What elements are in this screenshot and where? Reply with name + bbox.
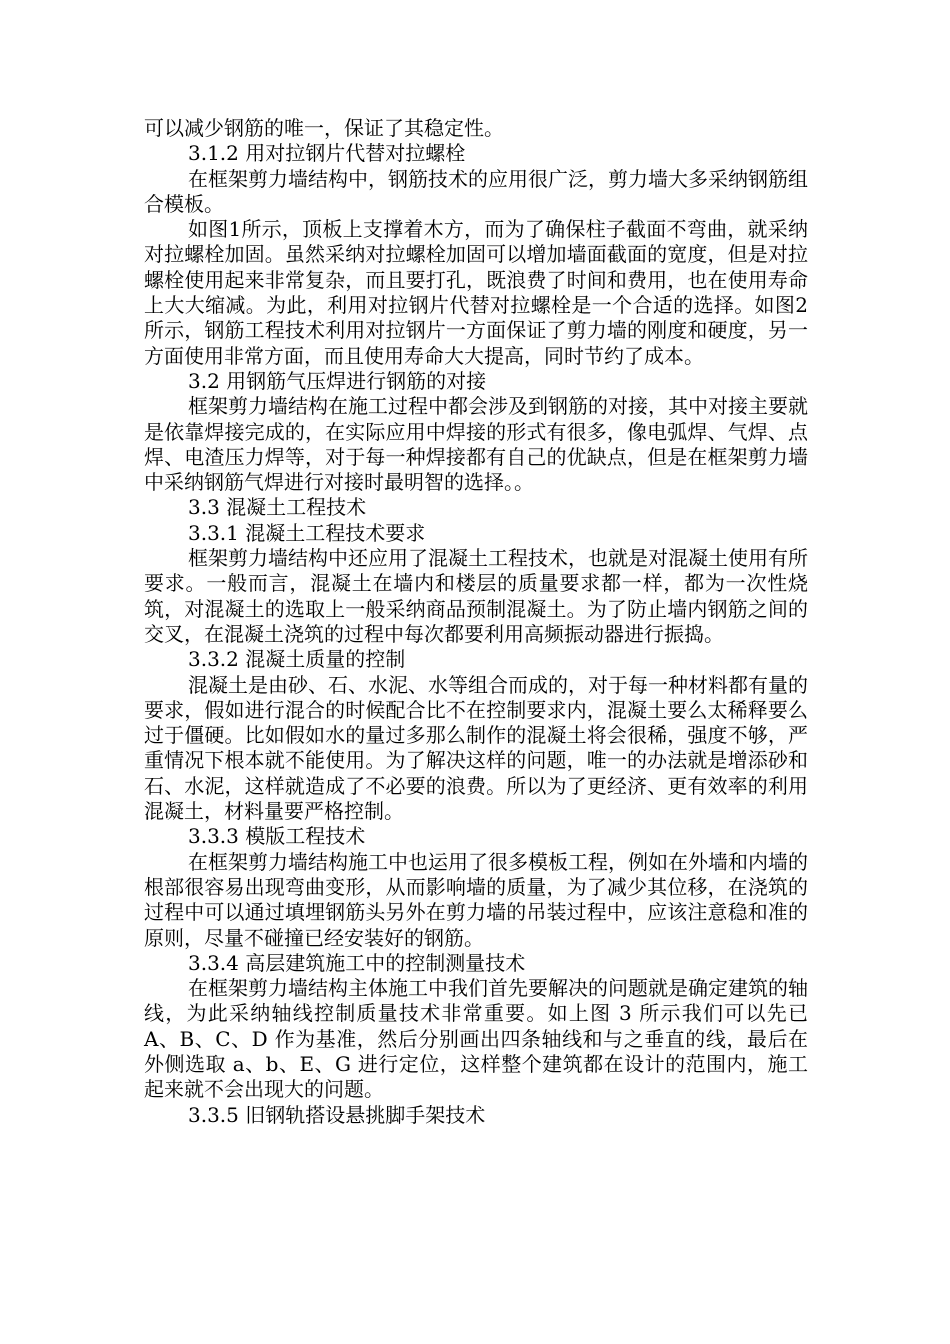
section-heading: 3.3.2 混凝土质量的控制 xyxy=(188,647,406,672)
paragraph: 框架剪力墙结构在施工过程中都会涉及到钢筋的对接，其中对接主要就是依靠焊接完成的，在实际应用中焊接的形式有很多，像电弧焊、气焊、点焊、电渣压力焊等，对于每一种焊接都有自己的优缺点，但是在框架剪力墙中采纳钢筋气焊进行对接时最明智的选择。。 xyxy=(144,394,808,495)
paragraph: 如图1所示，顶板上支撑着木方，而为了确保柱子截面不弯曲，就采纳对拉螺栓加固。虽然采纳对拉螺栓加固可以增加墙面截面的宽度，但是对拉螺栓使用起来非常复杂，而且要打孔，既浪费了时间和费用，也在使用寿命上大大缩减。为此，利用对拉钢片代替对拉螺栓是一个合适的选择。如图2 所示，钢筋工程技术利用对拉钢片一方面保证了剪力墙的刚度和硬度，另一方面使用非常方面，而且使用寿命大大提高，同时节约了成本。 xyxy=(144,217,808,368)
paragraph: 在框架剪力墙结构中，钢筋技术的应用很广泛，剪力墙大多采纳钢筋组合模板。 xyxy=(144,166,808,216)
paragraph: 可以减少钢筋的唯一，保证了其稳定性。 xyxy=(144,116,504,140)
section-heading: 3.2 用钢筋气压焊进行钢筋的对接 xyxy=(188,368,487,393)
paragraph: 混凝土是由砂、石、水泥、水等组合而成的，对于每一种材料都有量的要求，假如进行混合的时候配合比不在控制要求内，混凝土要么太稀释要么过于僵硬。比如假如水的量过多那么制作的混凝土将会很稀，强度不够，严重情况下根本就不能使用。为了解决这样的问题，唯一的办法就是增添砂和石、水泥，这样就造成了不必要的浪费。所以为了更经济、更有效率的利用混凝土，材料量要严格控制。 xyxy=(144,672,808,824)
section-heading: 3.3.1 混凝土工程技术要求 xyxy=(188,520,426,545)
section-heading: 3.3.3 模版工程技术 xyxy=(188,824,366,849)
section-heading: 3.3.5 旧钢轨搭设悬挑脚手架技术 xyxy=(188,1102,486,1127)
paragraph: 在框架剪力墙结构主体施工中我们首先要解决的问题就是确定建筑的轴线，为此采纳轴线控制质量技术非常重要。如上图 3 所示我们可以先已 A、B、C、D 作为基准，然后分别画出四条轴线和与之垂直的线，最后在外侧选取 a、b、E、G 进行定位，这样整个建筑都在设计的范围内，施工起来就不会出现大的问题。 xyxy=(144,976,808,1102)
section-heading: 3.1.2 用对拉钢片代替对拉螺栓 xyxy=(188,141,466,166)
paragraph: 在框架剪力墙结构施工中也运用了很多模板工程，例如在外墙和内墙的根部很容易出现弯曲变形，从而影响墙的质量，为了减少其位移，在浇筑的过程中可以通过填埋钢筋头另外在剪力墙的吊装过程中，应该注意稳和准的原则，尽量不碰撞已经安装好的钢筋。 xyxy=(144,849,808,950)
document-page xyxy=(144,116,808,1128)
paragraph: 框架剪力墙结构中还应用了混凝土工程技术，也就是对混凝土使用有所要求。一般而言，混凝土在墙内和楼层的质量要求都一样，都为一次性烧筑，对混凝土的选取上一般采纳商品预制混凝土。为了防止墙内钢筋之间的交叉，在混凝土浇筑的过程中每次都要利用高频振动器进行振捣。 xyxy=(144,546,808,646)
section-heading: 3.3 混凝土工程技术 xyxy=(188,495,367,520)
section-heading: 3.3.4 高层建筑施工中的控制测量技术 xyxy=(188,950,526,975)
